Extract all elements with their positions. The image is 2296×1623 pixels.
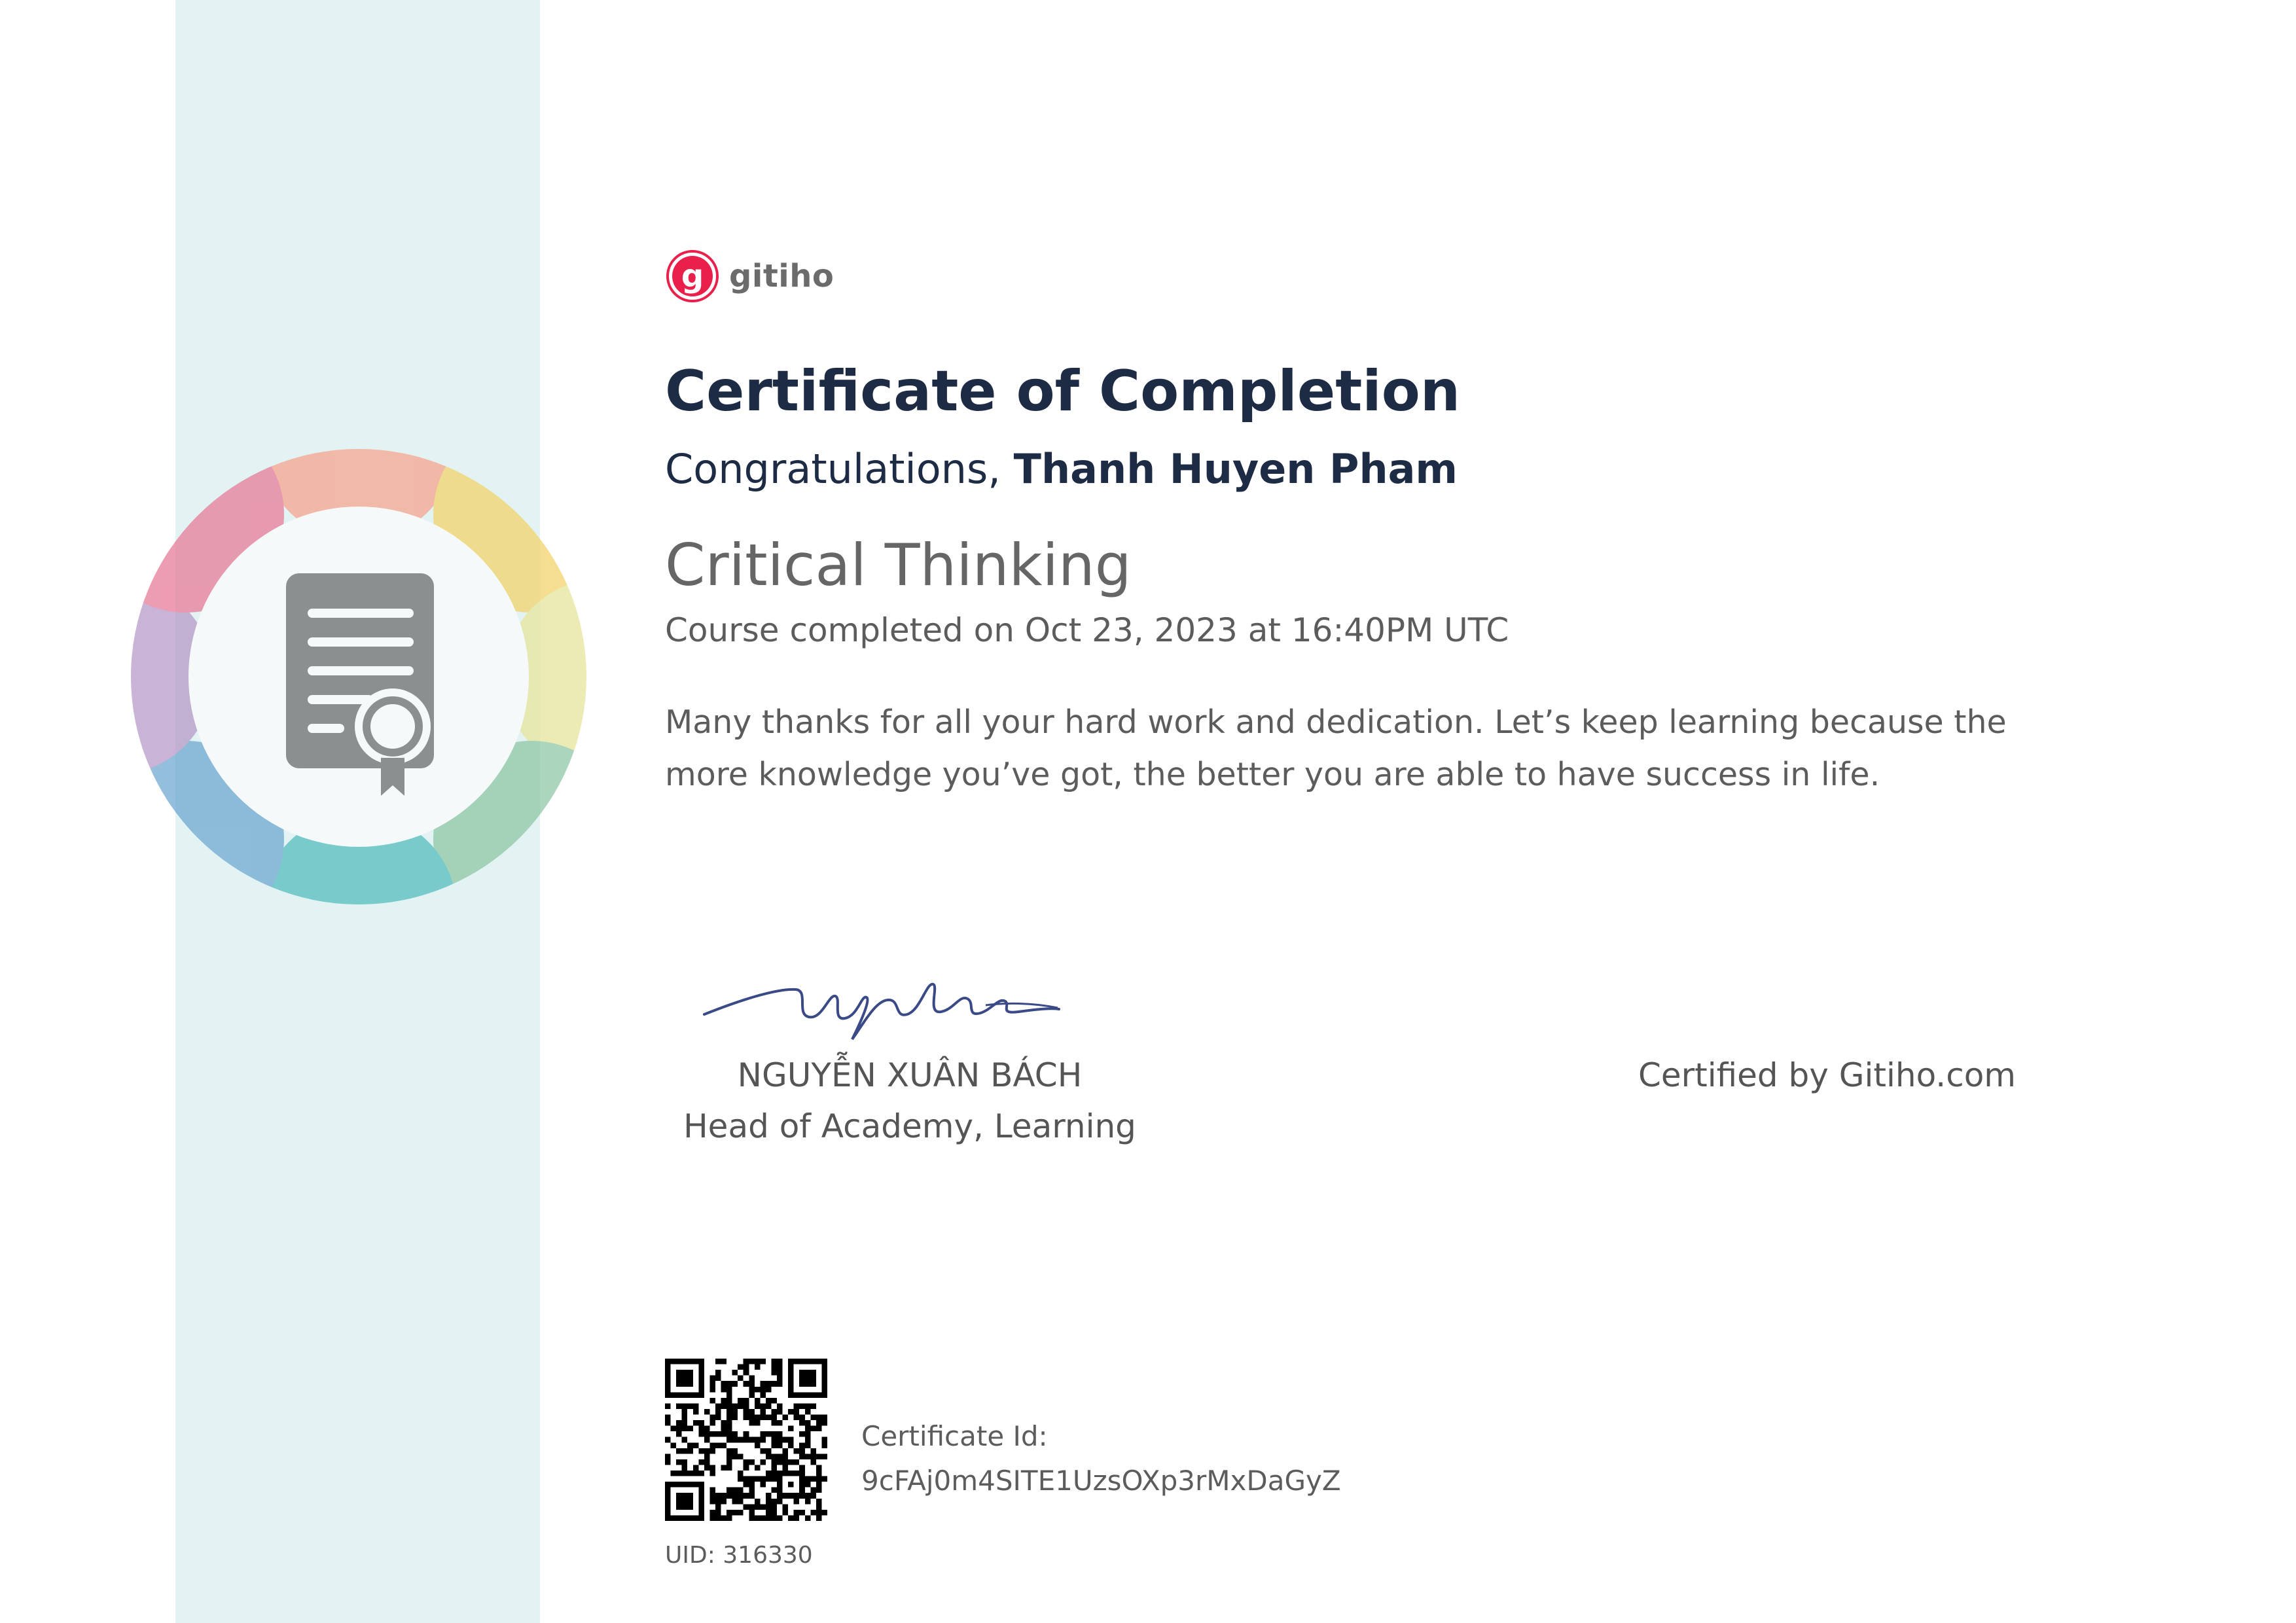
congratulations-line bbox=[665, 445, 1458, 493]
certificate-id-value: 9cFAj0m4SITE1UzsOXp3rMxDaGyZ bbox=[861, 1465, 1341, 1497]
logo-text: gitiho bbox=[729, 258, 834, 294]
course-name: Critical Thinking bbox=[665, 531, 1132, 599]
certificate-medallion bbox=[131, 449, 586, 904]
qr-code-icon bbox=[665, 1359, 827, 1521]
certified-by: Certified by Gitiho.com bbox=[1638, 1056, 2016, 1094]
qr-code[interactable] bbox=[665, 1359, 827, 1521]
completion-date: Course completed on Oct 23, 2023 at 16:40PM UTC bbox=[665, 611, 1509, 649]
signature-drawing bbox=[698, 962, 1064, 1047]
uid-text: UID: 316330 bbox=[665, 1542, 813, 1569]
gitiho-logo-icon bbox=[665, 249, 720, 304]
svg-text:g: g bbox=[681, 258, 704, 294]
recipient-name: Thanh Huyen Pham bbox=[1013, 445, 1458, 493]
congrats-prefix: Congratulations, bbox=[665, 445, 1014, 493]
signature bbox=[698, 962, 1064, 1047]
thank-you-message: Many thanks for all your hard work and dedication. Let’s keep learning because the more knowledge you’ve got, the better you are able to have success in life. bbox=[665, 704, 2007, 793]
signer-name: NGUYỄN XUÂN BÁCH bbox=[737, 1056, 1083, 1094]
certificate-id-label: Certificate Id: bbox=[861, 1420, 1048, 1452]
signer-title: Head of Academy, Learning bbox=[683, 1107, 1136, 1145]
gitiho-logo bbox=[665, 249, 834, 304]
certificate-title: Certificate of Completion bbox=[665, 359, 1461, 424]
certificate-document-icon bbox=[131, 449, 586, 904]
